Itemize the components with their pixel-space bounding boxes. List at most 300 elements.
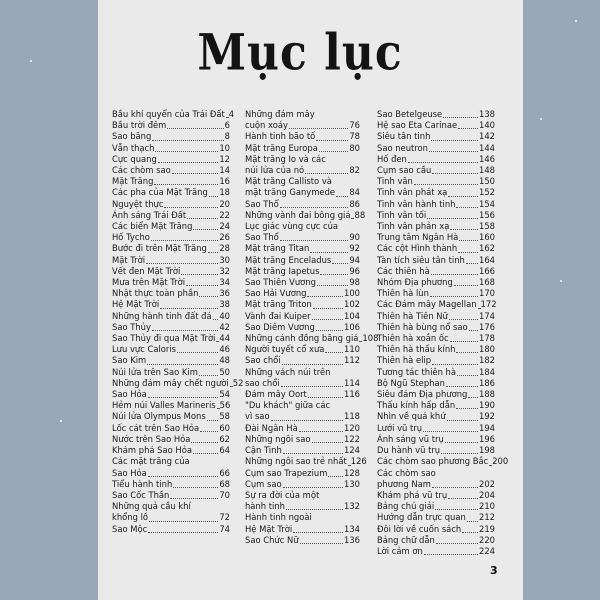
- leader-dots: [199, 375, 218, 376]
- toc-entry-title: Các chòm sao: [377, 467, 436, 478]
- leader-dots: [281, 386, 343, 387]
- toc-entry-page: 144: [479, 142, 495, 153]
- toc-entry[interactable]: [377, 512, 495, 523]
- toc-entry-page: 122: [344, 433, 360, 444]
- leader-dots: [449, 319, 478, 320]
- toc-entry[interactable]: [245, 277, 360, 288]
- toc-entry[interactable]: [245, 255, 360, 266]
- toc-entry[interactable]: [112, 524, 230, 535]
- toc-entry[interactable]: [377, 176, 495, 187]
- toc-entry[interactable]: [112, 389, 230, 400]
- toc-entry[interactable]: [377, 344, 495, 355]
- leader-dots: [216, 341, 218, 342]
- leader-dots: [423, 431, 478, 432]
- toc-entry[interactable]: [377, 311, 495, 322]
- toc-entry-title: Đài Ngân Hà: [245, 422, 298, 433]
- toc-entry-page: 92: [349, 243, 360, 254]
- toc-entry[interactable]: [377, 456, 509, 467]
- toc-entry[interactable]: [377, 187, 495, 198]
- toc-entry-title: Thấu kính hấp dẫn: [377, 400, 456, 411]
- toc-entry[interactable]: [112, 131, 230, 142]
- toc-entry[interactable]: [377, 266, 495, 277]
- toc-entry-page: 142: [479, 131, 495, 142]
- toc-entry[interactable]: [245, 445, 360, 456]
- toc-entry-page: 158: [479, 221, 495, 232]
- toc-entry[interactable]: [112, 423, 230, 434]
- toc-entry-page: 136: [344, 534, 360, 545]
- toc-entry[interactable]: [112, 400, 230, 411]
- toc-entry[interactable]: [377, 210, 495, 221]
- toc-entry[interactable]: [245, 512, 360, 534]
- toc-entry-page: 8: [224, 131, 230, 142]
- leader-dots: [457, 375, 478, 376]
- leader-dots: [447, 420, 478, 421]
- toc-entry[interactable]: [377, 546, 495, 557]
- leader-dots: [458, 252, 478, 253]
- leader-dots: [310, 252, 348, 253]
- leader-dots: [280, 240, 349, 241]
- leader-dots: [280, 207, 349, 208]
- toc-column-1: [112, 109, 244, 535]
- leader-dots: [317, 285, 348, 286]
- toc-entry-page: 160: [479, 232, 495, 243]
- leader-dots: [177, 352, 218, 353]
- toc-entry[interactable]: [377, 389, 495, 400]
- leader-dots: [316, 330, 343, 331]
- toc-entry-page: 146: [479, 153, 495, 164]
- toc-entry[interactable]: [245, 299, 360, 310]
- toc-entry[interactable]: [112, 355, 230, 366]
- toc-entry[interactable]: [245, 109, 360, 131]
- toc-entry-title: Sao Hải Vương: [245, 288, 307, 299]
- toc-entry-page: 68: [219, 478, 230, 489]
- leader-dots: [193, 453, 218, 454]
- toc-entry-title: Sự ra đời của một: [245, 489, 320, 500]
- toc-entry[interactable]: [377, 165, 495, 176]
- leader-dots: [217, 408, 219, 409]
- toc-entry[interactable]: [112, 187, 230, 198]
- toc-entry-title: Mặt Trăng: [112, 176, 154, 187]
- toc-entry-page: 202: [479, 478, 495, 489]
- toc-entry[interactable]: [112, 288, 230, 299]
- toc-entry-title: Sao Thủy: [112, 321, 151, 332]
- toc-entry[interactable]: [112, 299, 230, 310]
- toc-entry[interactable]: [112, 411, 230, 422]
- toc-entry-title: Những hành tinh đất đá: [112, 310, 212, 321]
- toc-entry-title: Thiên hà bùng nổ sao: [377, 321, 468, 332]
- toc-column-3: [377, 109, 509, 557]
- toc-entry-page: 100: [344, 288, 360, 299]
- toc-entry-page: 190: [479, 400, 495, 411]
- toc-entry-page: 132: [344, 501, 360, 512]
- toc-entry-title: Tinh vân phản xạ: [377, 221, 450, 232]
- toc-entry-page: 94: [349, 254, 360, 265]
- leader-dots: [351, 218, 353, 219]
- toc-entry-title: Sao Mộc: [112, 523, 148, 534]
- toc-entry[interactable]: [377, 154, 495, 165]
- toc-entry[interactable]: [245, 333, 379, 344]
- toc-entry-page: 44: [219, 333, 231, 344]
- leader-dots: [431, 140, 478, 141]
- toc-entry[interactable]: [112, 445, 230, 456]
- toc-entry-title: Sao Thiên Vương: [245, 277, 316, 288]
- toc-entry-title: Cụm sao Trapezium: [245, 467, 328, 478]
- toc-entry-page: 164: [479, 254, 495, 265]
- toc-entry[interactable]: [112, 154, 230, 165]
- leader-dots: [300, 543, 343, 544]
- toc-entry[interactable]: [377, 199, 495, 210]
- toc-entry[interactable]: [377, 434, 495, 445]
- leader-dots: [193, 229, 218, 230]
- toc-entry[interactable]: [377, 221, 495, 232]
- toc-entry[interactable]: [245, 131, 360, 142]
- toc-entry[interactable]: [112, 322, 230, 333]
- leader-dots: [158, 162, 219, 163]
- toc-entry[interactable]: [245, 143, 360, 154]
- toc-entry-title: Nhật thực toàn phần: [112, 288, 199, 299]
- toc-entry-page: 54: [219, 389, 230, 400]
- toc-entry-title: Sao băng: [112, 131, 152, 142]
- toc-entry-page: 102: [344, 299, 360, 310]
- toc-entry-page: 219: [479, 523, 495, 534]
- toc-entry-page: 188: [479, 389, 495, 400]
- toc-entry-title: Sao Kim: [112, 355, 147, 366]
- toc-entry[interactable]: [112, 490, 230, 501]
- toc-entry[interactable]: [245, 456, 367, 467]
- toc-entry[interactable]: [377, 423, 495, 434]
- toc-entry[interactable]: [245, 535, 360, 546]
- toc-entry-page: 70: [219, 489, 230, 500]
- toc-entry-title: Hố Tycho: [112, 232, 150, 243]
- toc-entry-title: Hướng dẫn trực quan: [377, 512, 466, 523]
- toc-entry-page: 24: [219, 221, 230, 232]
- leader-dots: [154, 184, 218, 185]
- toc-entry[interactable]: [112, 277, 230, 288]
- toc-entry-title: Những cánh đồng băng giá: [245, 333, 359, 344]
- toc-entry-title: Tinh vân: [377, 176, 413, 187]
- toc-entry[interactable]: [377, 120, 495, 131]
- toc-entry-title-cont: phương Nam: [377, 478, 431, 489]
- toc-entry-title: Siêu đám Địa phương: [377, 389, 468, 400]
- toc-entry-title: Khám phá vũ trụ: [377, 489, 448, 500]
- toc-entry-page: 170: [479, 288, 495, 299]
- toc-entry[interactable]: [377, 131, 495, 142]
- toc-entry-title: Tiểu hành tinh: [112, 478, 173, 489]
- toc-entry-page: 130: [344, 478, 360, 489]
- toc-entry[interactable]: [245, 221, 360, 243]
- toc-entry[interactable]: [245, 367, 360, 389]
- toc-entry-title-cont: cuộn xoáy: [245, 120, 288, 131]
- leader-dots: [450, 341, 478, 342]
- toc-entry-page: 106: [344, 321, 360, 332]
- toc-entry-title: Ánh sáng vũ trụ: [377, 433, 444, 444]
- toc-entry-page: 220: [479, 534, 495, 545]
- toc-entry-title: Lưu vực Caloris: [112, 344, 177, 355]
- toc-entry-page: 154: [479, 198, 495, 209]
- toc-entry-page: 36: [219, 288, 230, 299]
- toc-entry[interactable]: [245, 434, 360, 445]
- toc-entry[interactable]: [112, 143, 230, 154]
- toc-entry[interactable]: [112, 232, 230, 243]
- toc-entry[interactable]: [377, 355, 495, 366]
- toc-entry-title: Tương tác thiên hà: [377, 366, 456, 377]
- toc-entry-page: 112: [344, 355, 360, 366]
- toc-entry[interactable]: [377, 243, 495, 254]
- leader-dots: [441, 453, 478, 454]
- toc-entry-title: Bước đi trên Mặt Trăng: [112, 243, 207, 254]
- toc-entry-title: Khám phá Sao Hỏa: [112, 445, 192, 456]
- toc-entry[interactable]: [377, 288, 495, 299]
- toc-entry[interactable]: [112, 109, 235, 120]
- toc-entry[interactable]: [112, 243, 230, 254]
- leader-dots: [230, 386, 232, 387]
- toc-entry[interactable]: [112, 311, 230, 322]
- leader-dots: [458, 128, 478, 129]
- toc-entry-title: Bầu khí quyển của Trái Đất: [112, 109, 225, 119]
- toc-entry-page: 182: [479, 355, 495, 366]
- toc-entry[interactable]: [377, 143, 495, 154]
- toc-entry-page: 184: [479, 366, 495, 377]
- toc-entry[interactable]: [377, 277, 495, 288]
- toc-entry-title: Hành tinh ngoài: [245, 512, 312, 523]
- toc-entry[interactable]: [245, 288, 360, 299]
- toc-entry-title: Mặt trăng Io và các: [245, 153, 326, 164]
- leader-dots: [448, 196, 478, 197]
- toc-entry-page: 172: [480, 299, 497, 310]
- toc-entry-page: 90: [349, 232, 360, 243]
- toc-entry-title: Mặt trăng Triton: [245, 299, 312, 310]
- toc-entry[interactable]: [377, 468, 495, 490]
- toc-entry-title: Mặt trăng Enceladus: [245, 254, 332, 265]
- leader-dots: [446, 386, 478, 387]
- toc-entry[interactable]: [377, 490, 495, 501]
- toc-entry-title-cont: vì sao: [245, 411, 270, 422]
- toc-entry-page: 80: [349, 142, 360, 153]
- toc-entry-title: Mặt Trời: [112, 254, 146, 265]
- toc-entry-page: 126: [350, 456, 367, 467]
- leader-dots: [200, 431, 218, 432]
- toc-entry-title-cont: hành tinh: [245, 501, 285, 512]
- toc-entry[interactable]: [377, 501, 495, 512]
- toc-entry[interactable]: [112, 456, 230, 478]
- toc-entry[interactable]: [245, 176, 360, 198]
- leader-dots: [151, 240, 218, 241]
- toc-entry[interactable]: [112, 255, 230, 266]
- toc-entry[interactable]: [245, 199, 360, 210]
- toc-entry-page: 10: [219, 142, 230, 153]
- leader-dots: [414, 184, 478, 185]
- toc-entry-title: Những vành đai bông giá: [245, 209, 351, 220]
- toc-entry-page: 176: [479, 321, 495, 332]
- toc-entry[interactable]: [112, 434, 230, 445]
- leader-dots: [283, 487, 343, 488]
- toc-entry-title: Những quả cầu khí: [112, 501, 191, 512]
- toc-entry-page: 66: [219, 467, 230, 478]
- toc-entry[interactable]: [377, 322, 495, 333]
- toc-entry[interactable]: [245, 389, 360, 400]
- toc-entry[interactable]: [112, 479, 230, 490]
- leader-dots: [456, 408, 478, 409]
- toc-entry[interactable]: [377, 255, 495, 266]
- toc-entry-title: Những đám mây: [245, 109, 315, 119]
- toc-column-2: [245, 109, 379, 546]
- leader-dots: [209, 196, 219, 197]
- toc-entry-title: Trung tâm Ngân Hà: [377, 232, 459, 243]
- toc-entry-title: Hệ Mặt Trời: [112, 299, 160, 310]
- leader-dots: [319, 151, 348, 152]
- leader-dots: [172, 173, 219, 174]
- toc-entry[interactable]: [112, 120, 230, 131]
- toc-entry[interactable]: [112, 165, 230, 176]
- toc-entry-title: Các cột Hình thành: [377, 243, 458, 254]
- toc-entry[interactable]: [112, 176, 230, 187]
- toc-entry[interactable]: [112, 221, 230, 232]
- leader-dots: [173, 487, 218, 488]
- leader-dots: [148, 532, 218, 533]
- toc-entry-page: 88: [354, 209, 366, 220]
- toc-entry-title-cont: Sao Hỏa: [112, 467, 147, 478]
- toc-entry[interactable]: [112, 377, 244, 389]
- toc-entry[interactable]: [245, 322, 360, 333]
- toc-entry[interactable]: [245, 468, 360, 479]
- toc-entry-title: Cận Tinh: [245, 445, 282, 456]
- leader-dots: [448, 498, 478, 499]
- toc-entry-title: Các Đám mây Magellan: [377, 299, 477, 310]
- toc-entry-title: Sao Thổ: [245, 198, 279, 209]
- leader-dots: [466, 263, 478, 264]
- toc-entry[interactable]: [112, 501, 230, 523]
- leader-dots: [424, 554, 478, 555]
- toc-entry[interactable]: [377, 378, 495, 389]
- toc-entry[interactable]: [245, 355, 360, 366]
- toc-entry[interactable]: [377, 333, 495, 344]
- toc-entry-title: Sao Thủy đi qua Mặt Trời: [112, 333, 216, 344]
- leader-dots: [181, 274, 218, 275]
- toc-entry-title: Sao Chức Nữ: [245, 534, 299, 545]
- toc-entry[interactable]: [245, 490, 360, 512]
- toc-entry-title: Bảng chữ dẫn: [377, 534, 435, 545]
- toc-entry[interactable]: [377, 367, 495, 378]
- toc-entry-page: 110: [344, 344, 360, 355]
- toc-entry[interactable]: [245, 243, 360, 254]
- leader-dots: [445, 442, 478, 443]
- toc-entry-page: 118: [344, 411, 360, 422]
- leader-dots: [316, 140, 348, 141]
- toc-entry-title-cont: mặt trăng Ganymede: [245, 187, 336, 198]
- toc-entry-title: Lục giác vùng cực của: [245, 221, 339, 232]
- leader-dots: [213, 319, 219, 320]
- toc-entry-page: 72: [219, 512, 230, 523]
- leader-dots: [313, 308, 343, 309]
- toc-entry[interactable]: [377, 524, 495, 535]
- toc-entry[interactable]: [245, 154, 360, 176]
- toc-entry[interactable]: [245, 266, 360, 277]
- leader-dots: [408, 162, 478, 163]
- toc-entry-title: Lốc cát trên Sao Hỏa: [112, 422, 200, 433]
- leader-dots: [199, 296, 218, 297]
- toc-entry[interactable]: [245, 209, 366, 221]
- leader-dots: [164, 207, 218, 208]
- toc-entry[interactable]: [112, 344, 230, 355]
- toc-entry-page: 58: [219, 411, 230, 422]
- toc-entry-page: 178: [479, 333, 495, 344]
- toc-entry-title: Tàn tích siêu tân tinh: [377, 254, 465, 265]
- toc-entry[interactable]: [245, 344, 360, 355]
- toc-entry-title: Các mặt trăng của: [112, 456, 190, 467]
- toc-entry-page: 76: [349, 120, 360, 131]
- toc-entry-title: Các pha của Mặt Trăng: [112, 187, 208, 198]
- toc-entry-title: Sao Diêm Vương: [245, 321, 315, 332]
- toc-entry[interactable]: [245, 400, 360, 422]
- toc-entry[interactable]: [245, 311, 360, 322]
- leader-dots: [286, 509, 343, 510]
- toc-entry-title: Mặt trăng Callisto và: [245, 176, 332, 187]
- leader-dots: [431, 274, 478, 275]
- leader-dots: [147, 364, 218, 365]
- toc-entry-title: Núi lửa Olympus Mons: [112, 411, 206, 422]
- toc-entry-page: 82: [349, 165, 360, 176]
- toc-entry-title: Núi lửa trên Sao Kim: [112, 366, 198, 377]
- toc-entry-title: Nước trên Sao Hỏa: [112, 433, 191, 444]
- toc-entry-page: 198: [479, 445, 495, 456]
- toc-entry-page: 64: [219, 445, 230, 456]
- toc-entry-title: Hố đen: [377, 153, 407, 164]
- toc-entry-title: Bảng chú giải: [377, 501, 435, 512]
- toc-entry-page: 22: [219, 209, 230, 220]
- toc-entry-page: 46: [219, 344, 230, 355]
- toc-entry-page: 84: [349, 187, 360, 198]
- leader-dots: [208, 252, 219, 253]
- toc-entry-title-cont: Hệ Mặt Trời: [245, 523, 293, 534]
- toc-entry[interactable]: [112, 199, 230, 210]
- toc-entry-title: "Du khách" giữa các: [245, 400, 331, 411]
- toc-entry-title: Sao Betelgeuse: [377, 109, 443, 119]
- toc-entry-title: Lời cảm ơn: [377, 545, 423, 556]
- leader-dots: [467, 521, 478, 522]
- toc-entry[interactable]: [377, 109, 495, 120]
- leader-dots: [450, 229, 478, 230]
- toc-entry-page: 210: [479, 501, 495, 512]
- toc-entry-title: Tinh vân phát xạ: [377, 187, 448, 198]
- toc-entry[interactable]: [377, 535, 495, 546]
- toc-entry[interactable]: [245, 423, 360, 434]
- toc-entry-page: 42: [219, 321, 230, 332]
- toc-entry-title-cont: sao chổi: [245, 377, 280, 388]
- leader-dots: [436, 543, 478, 544]
- toc-entry-title-cont: khổng lồ: [112, 512, 149, 523]
- leader-dots: [430, 296, 478, 297]
- toc-entry[interactable]: [377, 400, 495, 411]
- leader-dots: [226, 117, 228, 118]
- toc-entry[interactable]: [377, 445, 495, 456]
- leader-dots: [282, 364, 343, 365]
- toc-entry-page: 120: [344, 422, 360, 433]
- toc-entry[interactable]: [245, 479, 360, 490]
- toc-entry[interactable]: [112, 266, 230, 277]
- toc-entry[interactable]: [112, 367, 230, 378]
- toc-entry-title: Những vách núi trên: [245, 366, 331, 377]
- toc-entry-page: 14: [219, 165, 230, 176]
- toc-entry[interactable]: [377, 232, 495, 243]
- toc-entry[interactable]: [377, 411, 495, 422]
- toc-entry-page: 4: [228, 109, 235, 119]
- leader-dots: [191, 442, 218, 443]
- toc-entry[interactable]: [377, 299, 495, 310]
- toc-entry-title: Vành đai Kuiper: [245, 310, 311, 321]
- toc-entry-page: 150: [479, 176, 495, 187]
- toc-entry[interactable]: [112, 210, 230, 221]
- toc-entry[interactable]: [112, 333, 230, 344]
